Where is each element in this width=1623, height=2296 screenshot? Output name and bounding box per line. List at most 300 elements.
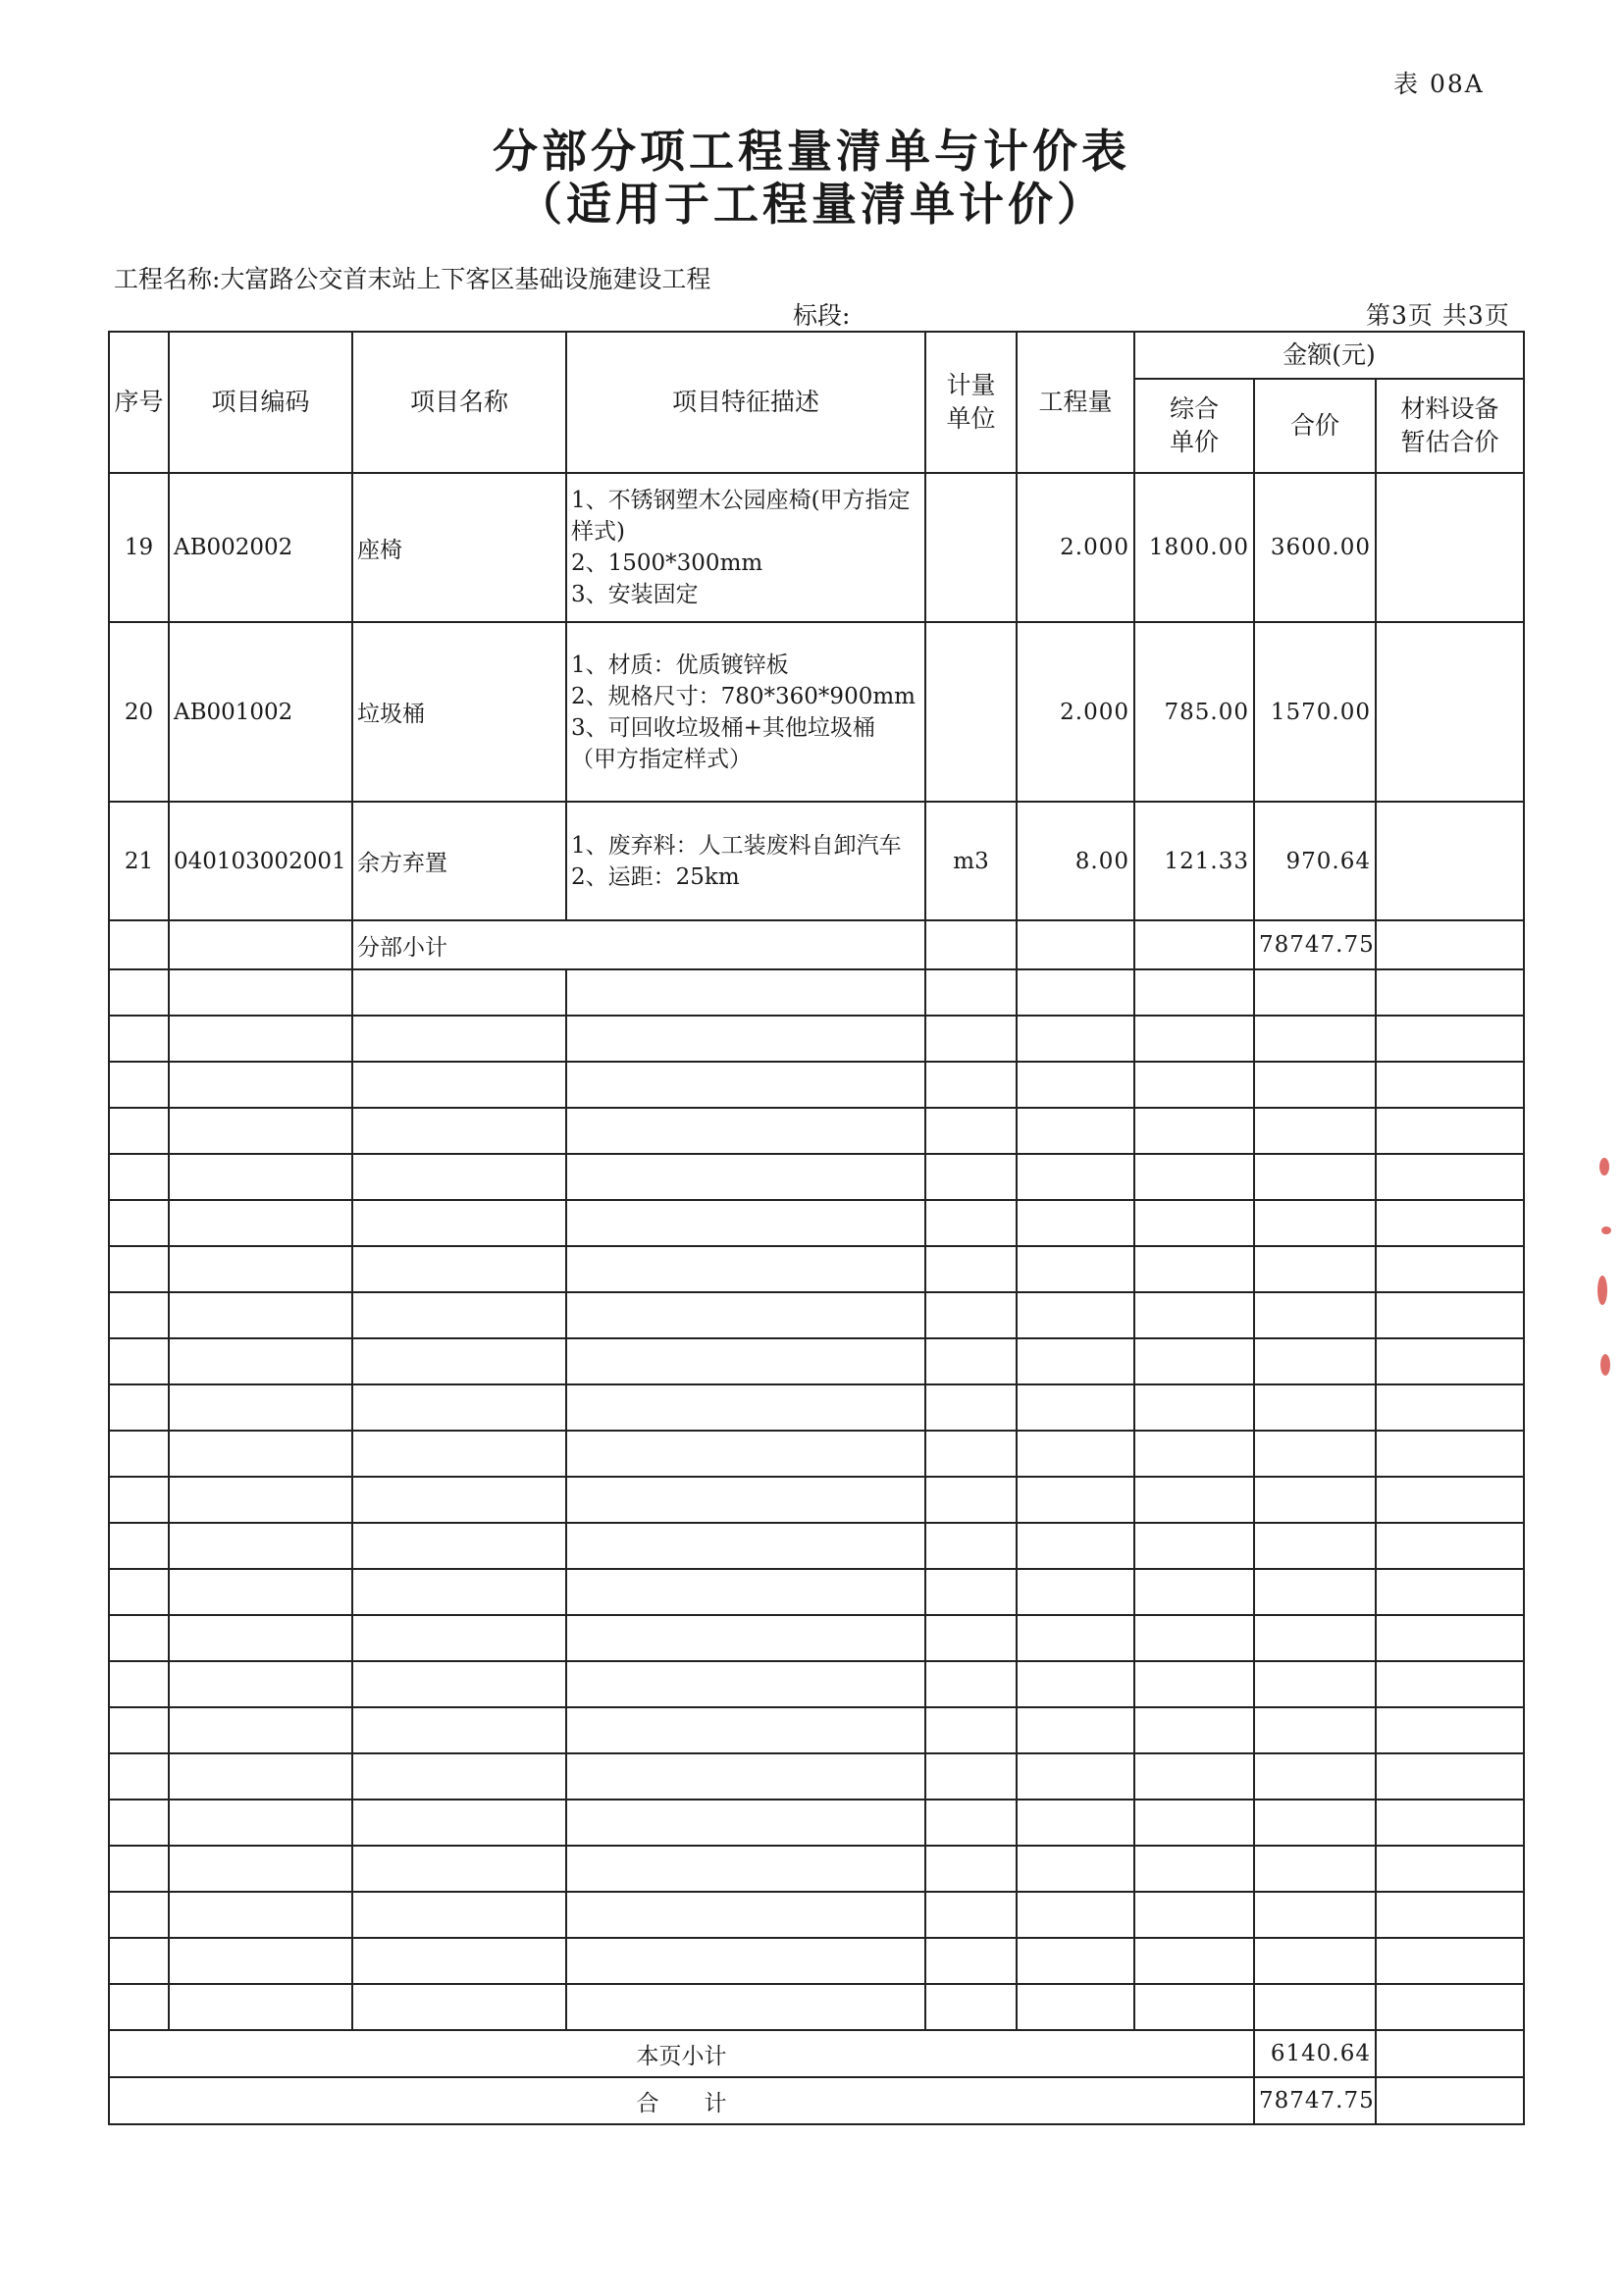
cell-empty (169, 920, 352, 969)
cell-unit-price: 785.00 (1134, 622, 1254, 802)
cell-empty (1254, 1200, 1376, 1246)
cell-empty (169, 1984, 352, 2030)
cell-empty (352, 1338, 566, 1384)
cell-desc (566, 802, 925, 920)
cell-empty (925, 1246, 1017, 1292)
cell-empty (566, 1384, 925, 1431)
cell-empty (352, 969, 566, 1016)
blank-row (109, 1108, 1524, 1154)
cell-empty (1134, 1062, 1254, 1108)
cell-empty (1017, 1569, 1134, 1615)
cell-empty (109, 1154, 169, 1200)
cell-empty (1376, 969, 1524, 1016)
cell-empty (1134, 1753, 1254, 1800)
blank-row (109, 1569, 1524, 1615)
cell-empty (169, 1615, 352, 1661)
cell-empty (1017, 1892, 1134, 1938)
cell-empty (1376, 1984, 1524, 2030)
cell-empty (169, 1246, 352, 1292)
cell-unit-price: 121.33 (1134, 802, 1254, 920)
cell-empty (352, 1569, 566, 1615)
cell-empty (1134, 1431, 1254, 1477)
desc-line: （甲方指定样式） (571, 746, 752, 772)
cell-empty (109, 1062, 169, 1108)
cell-empty (1017, 1938, 1134, 1984)
cell-empty (566, 1154, 925, 1200)
cell-empty (169, 1523, 352, 1569)
desc-line: 2、规格尺寸：780*360*900mm (571, 683, 916, 709)
cell-empty (1376, 1292, 1524, 1338)
cell-empty (1254, 969, 1376, 1016)
cell-empty (1376, 1846, 1524, 1892)
desc-line: 1、材质：优质镀锌板 (571, 652, 789, 678)
cell-empty (1254, 1108, 1376, 1154)
cell-empty (1017, 1016, 1134, 1062)
cell-empty (566, 1523, 925, 1569)
desc-line: 1、不锈钢塑木公园座椅(甲方指定样式) (571, 488, 911, 545)
table-row (109, 802, 1524, 920)
cell-empty (1376, 1615, 1524, 1661)
cell-empty (1254, 1246, 1376, 1292)
cell-empty (566, 1292, 925, 1338)
cell-name: 座椅 (352, 473, 566, 622)
cell-empty (925, 1292, 1017, 1338)
grand-total-label: 合 计 (109, 2077, 1254, 2124)
cell-empty (1254, 1892, 1376, 1938)
cell-empty (566, 1108, 925, 1154)
cell-empty (1376, 1200, 1524, 1246)
document-title: 分部分项工程量清单与计价表 (493, 125, 1130, 178)
cell-empty (1017, 920, 1134, 969)
cell-empty (352, 1384, 566, 1431)
cell-empty (109, 1800, 169, 1846)
cell-empty (925, 969, 1017, 1016)
cell-empty (925, 1431, 1017, 1477)
cell-empty (1376, 1753, 1524, 1800)
cell-empty (1376, 2077, 1524, 2124)
cell-empty (1017, 1200, 1134, 1246)
cell-empty (1134, 1892, 1254, 1938)
cell-code: 040103002001 (169, 802, 352, 920)
blank-row (109, 1707, 1524, 1753)
cell-empty (1134, 1938, 1254, 1984)
cell-empty (169, 1938, 352, 1984)
cell-empty (1376, 1062, 1524, 1108)
cell-empty (1017, 1615, 1134, 1661)
cell-empty (169, 1661, 352, 1707)
cell-empty (1254, 1431, 1376, 1477)
cell-empty (1376, 2030, 1524, 2077)
cell-empty (352, 1938, 566, 1984)
cell-empty (352, 1431, 566, 1477)
cell-qty: 2.000 (1017, 622, 1134, 802)
cell-empty (1134, 1338, 1254, 1384)
cell-empty (1017, 1800, 1134, 1846)
cell-empty (925, 1938, 1017, 1984)
cell-empty (109, 1016, 169, 1062)
cell-empty (1017, 1477, 1134, 1523)
cell-empty (1134, 1984, 1254, 2030)
cell-material (1376, 622, 1524, 802)
cell-code: AB001002 (169, 622, 352, 802)
cell-empty (1134, 1477, 1254, 1523)
blank-row (109, 969, 1524, 1016)
cell-empty (169, 1200, 352, 1246)
cell-empty (1376, 1523, 1524, 1569)
cell-empty (1376, 1246, 1524, 1292)
cell-empty (925, 1338, 1017, 1384)
cell-empty (109, 1338, 169, 1384)
cell-empty (169, 1431, 352, 1477)
header-qty: 工程量 (1017, 332, 1134, 473)
cell-empty (566, 1661, 925, 1707)
cell-empty (169, 1384, 352, 1431)
header-code: 项目编码 (169, 332, 352, 473)
cell-unit (925, 622, 1017, 802)
cell-seq: 20 (109, 622, 169, 802)
cell-empty (109, 1846, 169, 1892)
cell-empty (1134, 1292, 1254, 1338)
cell-empty (169, 1292, 352, 1338)
blank-row (109, 1661, 1524, 1707)
cell-empty (925, 1753, 1017, 1800)
cell-empty (1254, 1753, 1376, 1800)
header-desc: 项目特征描述 (566, 332, 925, 473)
cell-empty (1254, 1615, 1376, 1661)
cell-empty (1254, 1707, 1376, 1753)
cell-empty (566, 1615, 925, 1661)
project-name: 工程名称:大富路公交首末站上下客区基础设施建设工程 (114, 265, 711, 293)
cell-empty (169, 1154, 352, 1200)
cell-empty (352, 1523, 566, 1569)
cell-empty (169, 1892, 352, 1938)
cell-empty (1017, 1523, 1134, 1569)
cell-empty (109, 920, 169, 969)
header-material: 材料设备暂估合价 (1376, 379, 1524, 473)
cell-empty (1254, 1016, 1376, 1062)
cell-empty (169, 969, 352, 1016)
cell-empty (1254, 1154, 1376, 1200)
cell-empty (1254, 1846, 1376, 1892)
cell-empty (1254, 1477, 1376, 1523)
cell-empty (352, 1200, 566, 1246)
cell-empty (1134, 969, 1254, 1016)
cell-empty (1134, 1154, 1254, 1200)
cell-empty (1017, 1338, 1134, 1384)
cell-unit-price: 1800.00 (1134, 473, 1254, 622)
cell-empty (925, 1523, 1017, 1569)
cell-empty (109, 969, 169, 1016)
cell-empty (925, 1384, 1017, 1431)
blank-row (109, 1016, 1524, 1062)
cell-empty (1134, 1523, 1254, 1569)
cell-empty (925, 1615, 1017, 1661)
table-body (109, 473, 1524, 2030)
cell-empty (169, 1016, 352, 1062)
cell-empty (925, 1016, 1017, 1062)
cell-empty (109, 1477, 169, 1523)
header-amount: 金额(元) (1134, 332, 1524, 379)
cell-empty (1254, 1569, 1376, 1615)
grand-total-value: 78747.75 (1254, 2077, 1376, 2124)
cell-empty (925, 1108, 1017, 1154)
cell-empty (352, 1292, 566, 1338)
cell-empty (925, 1200, 1017, 1246)
cell-empty (1134, 1846, 1254, 1892)
cell-empty (1254, 1800, 1376, 1846)
cell-empty (1017, 1154, 1134, 1200)
header-name: 项目名称 (352, 332, 566, 473)
cell-empty (566, 1062, 925, 1108)
cell-empty (925, 1062, 1017, 1108)
cell-empty (566, 1569, 925, 1615)
cell-empty (109, 1984, 169, 2030)
cell-empty (925, 1892, 1017, 1938)
cell-empty (566, 1016, 925, 1062)
grand-total-row (109, 2077, 1524, 2124)
cell-desc (566, 622, 925, 802)
cell-empty (1376, 1938, 1524, 1984)
cell-empty (1017, 1984, 1134, 2030)
table-footer (109, 2030, 1524, 2124)
seal-mark (1599, 1158, 1609, 1175)
cell-empty (925, 1707, 1017, 1753)
cell-empty (1376, 1384, 1524, 1431)
blank-row (109, 1846, 1524, 1892)
blank-row (109, 1523, 1524, 1569)
blank-row (109, 1431, 1524, 1477)
page-subtotal-value: 6140.64 (1254, 2030, 1376, 2077)
cell-empty (1134, 1384, 1254, 1431)
cell-empty (109, 1523, 169, 1569)
blank-row (109, 1292, 1524, 1338)
blank-row (109, 1984, 1524, 2030)
cell-empty (169, 1477, 352, 1523)
cell-empty (1376, 1661, 1524, 1707)
cell-empty (169, 1707, 352, 1753)
cell-desc (566, 473, 925, 622)
cell-empty (1376, 1707, 1524, 1753)
cell-unit (925, 473, 1017, 622)
cell-empty (1376, 920, 1524, 969)
cell-empty (1254, 1984, 1376, 2030)
cell-empty (566, 1431, 925, 1477)
table-row (109, 473, 1524, 622)
cell-qty: 8.00 (1017, 802, 1134, 920)
cell-empty (352, 1846, 566, 1892)
cell-empty (1017, 1707, 1134, 1753)
cell-empty (1134, 1246, 1254, 1292)
cell-empty (1134, 1707, 1254, 1753)
cell-empty (109, 1384, 169, 1431)
form-number: 表 08A (1393, 70, 1485, 98)
cell-material (1376, 473, 1524, 622)
cell-empty (925, 1154, 1017, 1200)
section-subtotal-row (109, 920, 1524, 969)
cell-empty (566, 1200, 925, 1246)
cell-empty (1017, 1246, 1134, 1292)
cell-empty (1376, 1569, 1524, 1615)
table-header (109, 332, 1524, 473)
cell-empty (925, 1569, 1017, 1615)
cell-empty (925, 1800, 1017, 1846)
cell-empty (1376, 1108, 1524, 1154)
cell-empty (1134, 1800, 1254, 1846)
cell-empty (566, 1938, 925, 1984)
cell-empty (109, 1108, 169, 1154)
cell-empty (925, 1984, 1017, 2030)
cell-qty: 2.000 (1017, 473, 1134, 622)
cell-empty (1376, 1016, 1524, 1062)
cell-empty (109, 1661, 169, 1707)
table-row (109, 622, 1524, 802)
cell-empty (169, 1338, 352, 1384)
cell-empty (1017, 1384, 1134, 1431)
cell-empty (352, 1615, 566, 1661)
cell-empty (169, 1569, 352, 1615)
blank-row (109, 1800, 1524, 1846)
cell-empty (1017, 1108, 1134, 1154)
desc-line: 2、运距：25km (571, 863, 740, 890)
cell-empty (1017, 1661, 1134, 1707)
cell-empty (566, 1753, 925, 1800)
blank-row (109, 1338, 1524, 1384)
cell-empty (352, 1246, 566, 1292)
cell-empty (1376, 1800, 1524, 1846)
cell-empty (1376, 1892, 1524, 1938)
cell-material (1376, 802, 1524, 920)
header-unit-price: 综合单价 (1134, 379, 1254, 473)
cell-unit: m3 (925, 802, 1017, 920)
page-subtotal-row (109, 2030, 1524, 2077)
cell-empty (109, 1938, 169, 1984)
cell-empty (925, 1661, 1017, 1707)
cell-empty (925, 1846, 1017, 1892)
section-subtotal-label: 分部小计 (352, 920, 925, 969)
cell-empty (109, 1246, 169, 1292)
cell-empty (109, 1431, 169, 1477)
cell-empty (352, 1477, 566, 1523)
cell-empty (109, 1892, 169, 1938)
cell-empty (1254, 1338, 1376, 1384)
cell-empty (352, 1661, 566, 1707)
cell-empty (352, 1984, 566, 2030)
cell-empty (566, 1707, 925, 1753)
blank-row (109, 1477, 1524, 1523)
blank-row (109, 1753, 1524, 1800)
cell-empty (1254, 1938, 1376, 1984)
blank-row (109, 1938, 1524, 1984)
cell-name: 余方弃置 (352, 802, 566, 920)
cell-empty (1017, 1846, 1134, 1892)
desc-line: 2、1500*300mm (571, 550, 763, 576)
cell-empty (1134, 1200, 1254, 1246)
cell-empty (925, 1477, 1017, 1523)
cell-empty (1254, 1062, 1376, 1108)
document-subtitle: （适用于工程量清单计价） (517, 178, 1106, 231)
cell-seq: 21 (109, 802, 169, 920)
cell-total: 1570.00 (1254, 622, 1376, 802)
desc-line: 1、废弃料：人工装废料自卸汽车 (571, 832, 902, 859)
cell-total: 3600.00 (1254, 473, 1376, 622)
cell-empty (566, 969, 925, 1016)
cell-empty (169, 1846, 352, 1892)
cell-empty (566, 1246, 925, 1292)
cell-empty (109, 1569, 169, 1615)
cell-empty (566, 1892, 925, 1938)
cell-empty (566, 1800, 925, 1846)
cell-empty (109, 1753, 169, 1800)
desc-line: 3、可回收垃圾桶+其他垃圾桶 (571, 714, 875, 741)
cell-empty (352, 1707, 566, 1753)
cell-empty (352, 1108, 566, 1154)
cell-empty (1017, 1062, 1134, 1108)
header-seq: 序号 (109, 332, 169, 473)
cell-empty (1134, 1661, 1254, 1707)
cell-empty (169, 1800, 352, 1846)
section-subtotal-value: 78747.75 (1254, 920, 1376, 969)
cell-empty (1017, 1431, 1134, 1477)
cell-empty (1017, 969, 1134, 1016)
blank-row (109, 1154, 1524, 1200)
desc-line: 3、安装固定 (571, 582, 699, 607)
blank-row (109, 1384, 1524, 1431)
page-subtotal-label: 本页小计 (109, 2030, 1254, 2077)
cell-name: 垃圾桶 (352, 622, 566, 802)
cell-empty (109, 1292, 169, 1338)
blank-row (109, 1246, 1524, 1292)
header-unit: 计量单位 (925, 332, 1017, 473)
page-info: 第3页 共3页 (1366, 301, 1510, 330)
seal-mark (1601, 1226, 1611, 1234)
cell-empty (1376, 1431, 1524, 1477)
cell-empty (1017, 1292, 1134, 1338)
cell-empty (1134, 920, 1254, 969)
cell-total: 970.64 (1254, 802, 1376, 920)
cell-empty (352, 1800, 566, 1846)
cell-empty (169, 1062, 352, 1108)
cell-empty (1254, 1292, 1376, 1338)
cell-empty (1134, 1569, 1254, 1615)
cell-empty (352, 1062, 566, 1108)
cell-empty (566, 1846, 925, 1892)
blank-row (109, 1892, 1524, 1938)
cell-empty (1134, 1615, 1254, 1661)
cell-empty (1134, 1108, 1254, 1154)
cell-empty (1376, 1154, 1524, 1200)
blank-row (109, 1200, 1524, 1246)
cell-empty (352, 1892, 566, 1938)
cell-empty (1254, 1661, 1376, 1707)
section-label: 标段: (793, 301, 851, 330)
seal-mark (1600, 1354, 1610, 1376)
header-total: 合价 (1254, 379, 1376, 473)
cell-empty (1017, 1753, 1134, 1800)
cell-empty (566, 1984, 925, 2030)
cell-code: AB002002 (169, 473, 352, 622)
cell-empty (1376, 1477, 1524, 1523)
cell-empty (1254, 1384, 1376, 1431)
blank-row (109, 1615, 1524, 1661)
cell-empty (169, 1753, 352, 1800)
cell-empty (109, 1615, 169, 1661)
cell-empty (566, 1338, 925, 1384)
bill-of-quantities-table (108, 331, 1525, 2125)
cell-empty (109, 1707, 169, 1753)
seal-mark (1597, 1276, 1607, 1305)
cell-empty (1134, 1016, 1254, 1062)
cell-empty (925, 920, 1017, 969)
